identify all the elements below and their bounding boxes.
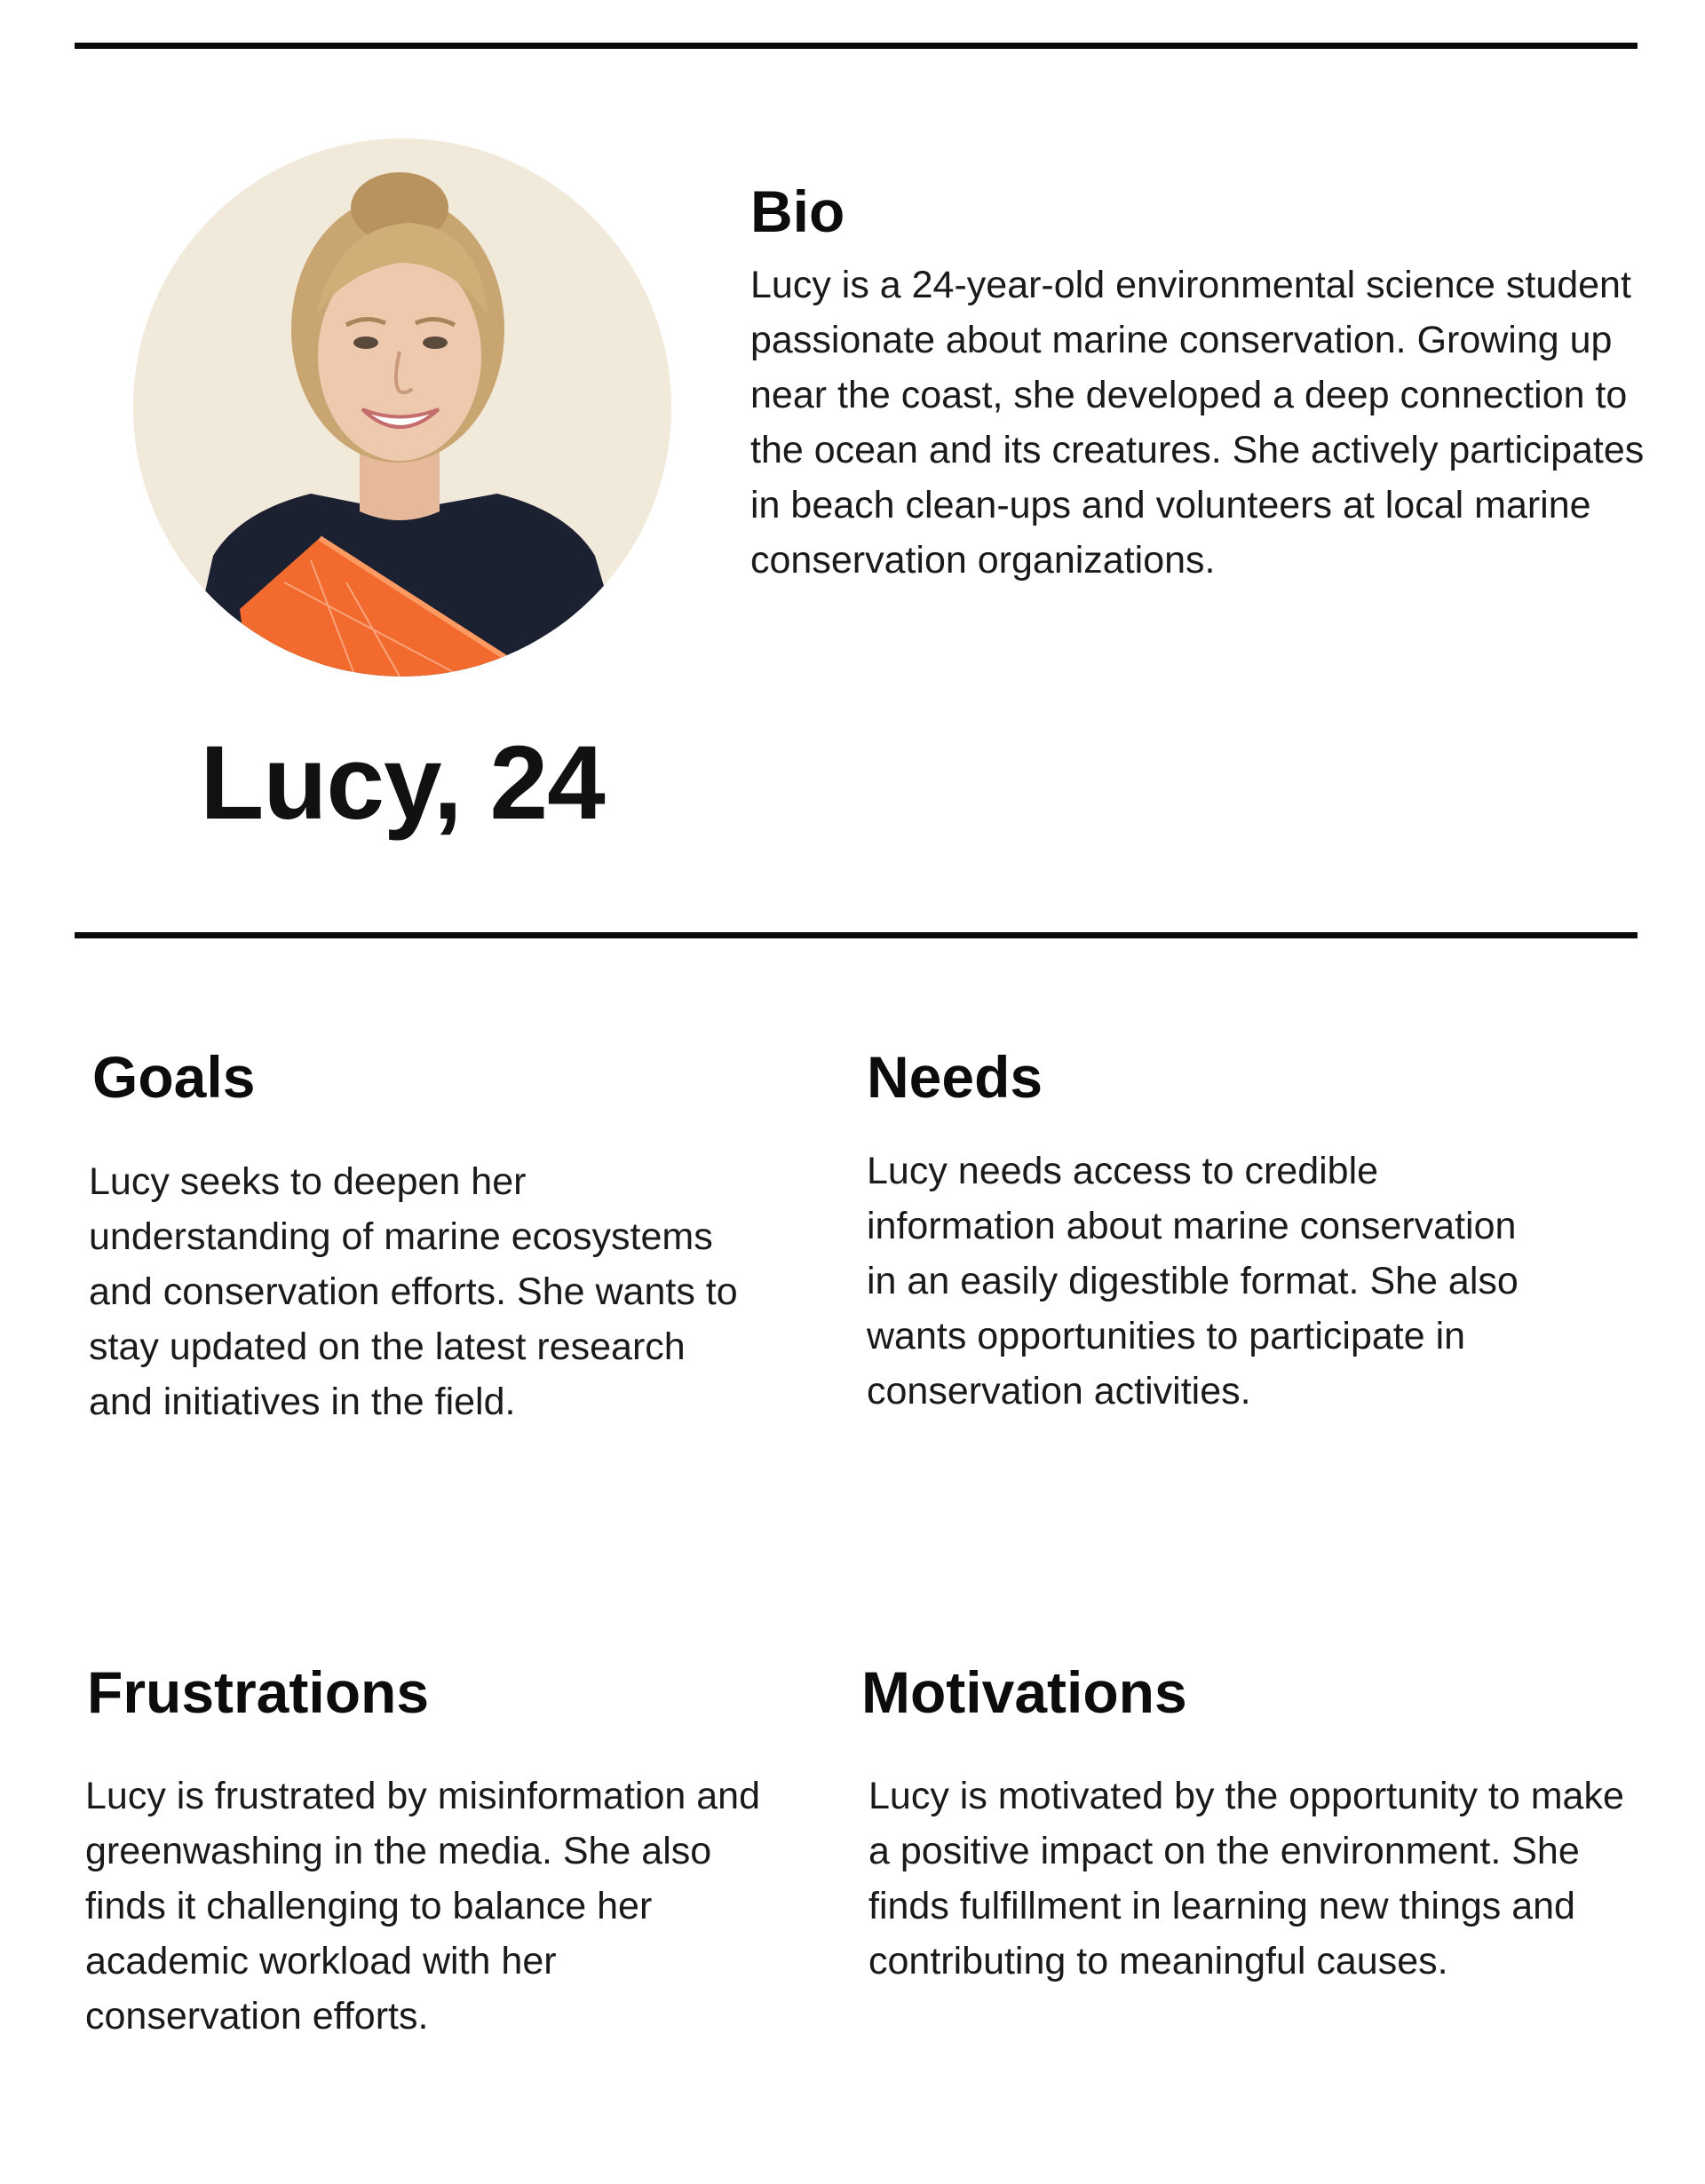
portrait-photo-icon	[133, 138, 671, 677]
bio-heading: Bio	[750, 178, 845, 244]
needs-heading: Needs	[867, 1044, 1043, 1110]
bio-text: Lucy is a 24-year-old environmental science student passionate about marine conservation. Growing up near the coast, she developed a deep connection to the ocean and its creatures. She actively participates in beach clean-ups and volunteers at local marine conservation organizations.	[750, 264, 1645, 582]
goals-heading: Goals	[92, 1044, 256, 1110]
frustrations-heading: Frustrations	[87, 1659, 430, 1725]
frustrations-text: Lucy is frustrated by misinformation and greenwashing in the media. She also finds it challenging to balance her academic workload with her conservation efforts.	[85, 1775, 760, 2038]
motivations-heading: Motivations	[861, 1659, 1187, 1725]
motivations-text: Lucy is motivated by the opportunity to make a positive impact on the environment. She finds fulfillment in learning new things and contributing to meaningful causes.	[868, 1775, 1624, 1982]
persona-name-age: Lucy, 24	[200, 724, 605, 842]
avatar	[133, 138, 671, 677]
goals-text: Lucy seeks to deepen her understanding of marine ecosystems and conservation efforts. She wants to stay updated on the latest research and initiatives in the field.	[89, 1160, 738, 1423]
middle-divider	[75, 932, 1638, 938]
top-divider	[75, 43, 1638, 49]
needs-text: Lucy needs access to credible information about marine conservation in an easily digestible format. She also wants opportunities to participate in conservation activities.	[867, 1150, 1519, 1412]
